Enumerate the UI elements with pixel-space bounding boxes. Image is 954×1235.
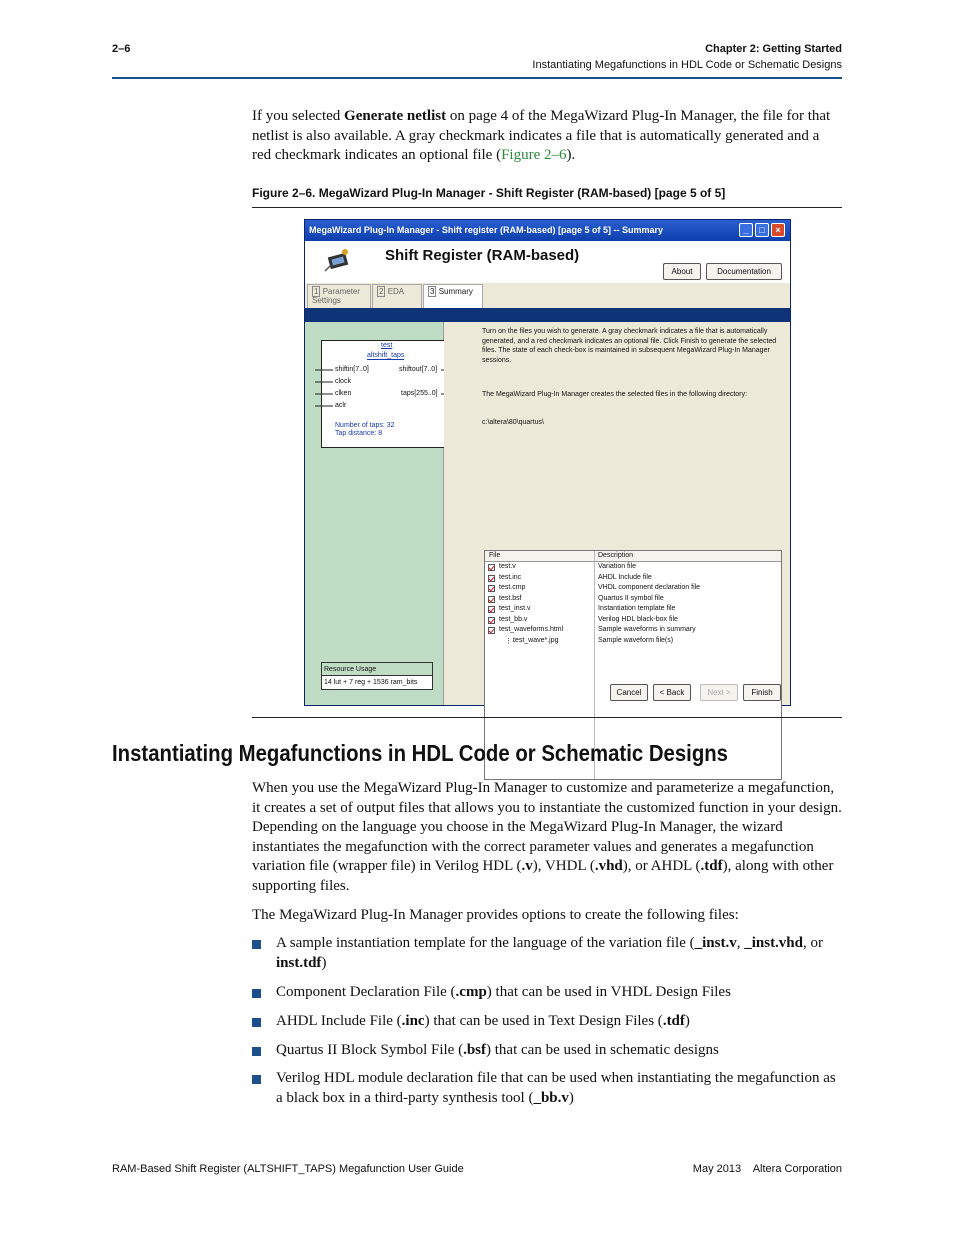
bullet-icon (252, 1018, 261, 1027)
bullet-text: Component Declaration File ( (276, 984, 456, 1000)
file-row[interactable] (485, 595, 781, 605)
bullet-icon (252, 1075, 261, 1084)
file-name: test_bb.v (499, 615, 528, 623)
file-description: Sample waveform file(s) (598, 636, 674, 644)
file-description: Instantiation template file (598, 605, 676, 612)
maximize-icon[interactable]: □ (755, 223, 769, 237)
tab-label: Parameter Settings (312, 287, 361, 305)
body1-text-3: ), or AHDL ( (622, 858, 701, 874)
wizard-logo-icon (323, 247, 353, 273)
file-name: test_inst.v (499, 605, 531, 612)
port-shiftout: shiftout[7..0] (399, 366, 438, 373)
file-description: Sample waveforms in summary (598, 626, 696, 633)
resource-usage-label: Resource Usage (321, 662, 433, 676)
footer-document-title: RAM-Based Shift Register (ALTSHIFT_TAPS) Megafunction User Guide (112, 1163, 464, 1175)
checkbox-icon[interactable] (488, 606, 495, 613)
tab-divider-bar (305, 308, 790, 322)
checkbox-icon[interactable] (488, 585, 495, 592)
bullet-text: AHDL Include File ( (276, 1013, 402, 1029)
bullet-bold: .inc (401, 1013, 425, 1029)
file-name: test_waveforms.html (499, 626, 564, 633)
body-paragraph-1 (252, 779, 842, 896)
file-row[interactable] (485, 605, 781, 615)
bullet-bold: _bb.v (533, 1089, 569, 1106)
title-bar (305, 220, 790, 241)
intro-text-2: on page 4 of the MegaWizard Plug-In Manager, the file for that netlist is also available. A gray checkmark indicates a file that is automatically generated and a red checkmark indicates an optional file ( (252, 108, 831, 163)
wizard-heading: Shift Register (RAM-based) (385, 247, 580, 264)
port-clock: clock (335, 378, 351, 385)
file-row[interactable] (485, 574, 781, 584)
file-name: test.bsf (499, 594, 522, 602)
minimize-icon[interactable]: _ (739, 223, 753, 237)
cancel-button[interactable]: Cancel (610, 684, 648, 701)
intro-paragraph (252, 107, 842, 166)
bullet-icon (252, 1047, 261, 1056)
checkbox-icon[interactable] (488, 596, 495, 603)
creates-text: The MegaWizard Plug-In Manager creates the selected files in the following directory: (482, 391, 747, 398)
header-rule (112, 77, 842, 79)
tab-number: 1 (314, 287, 319, 296)
symbol-module-name: altshift_taps (367, 352, 405, 359)
bullet-item (276, 934, 842, 973)
body1-text-2: ), VHDL ( (532, 858, 595, 874)
block-symbol (321, 340, 461, 452)
figure-caption: Figure 2–6. MegaWizard Plug-In Manager - Shift Register (RAM-based) [page 5 of 5] (252, 186, 726, 200)
symbol-pane (305, 322, 444, 705)
page-number: 2–6 (112, 43, 131, 55)
wizard-banner (305, 241, 790, 283)
body1-text-1: When you use the MegaWizard Plug-In Manager to customize and parameterize a megafunction, it creates a set of output files that allows you to instantiate the customized function in your design. Depending on the language you choose in the MegaWizard Plug-In Manager, the wizard instantiates the megafunction with the correct parameter values and generates a megafunction variation file (wrapper file) in Verilog HDL ( (252, 780, 842, 874)
file-name: test.inc (499, 573, 522, 581)
bullet-bold: inst.tdf (276, 954, 322, 971)
tab-label: EDA (387, 287, 405, 296)
file-row (485, 637, 781, 647)
tab-parameter-settings[interactable] (307, 284, 371, 308)
chapter-title: Chapter 2: Getting Started (705, 43, 842, 55)
bullet-icon (252, 989, 261, 998)
file-name: test.v (499, 563, 516, 570)
file-description: AHDL Include file (598, 573, 652, 581)
bullet-bold: _inst.v (694, 935, 737, 951)
file-description: VHDL component declaration file (598, 584, 701, 591)
tab-bar (305, 283, 790, 309)
port-taps: taps[255..0] (401, 390, 438, 397)
intro-text-3: ). (566, 147, 576, 163)
documentation-button[interactable]: Documentation (706, 263, 782, 280)
bullet-bold: .tdf (662, 1013, 685, 1029)
bullet-text: ) that can be used in schematic designs (486, 1042, 719, 1058)
bullet-item (276, 1069, 842, 1108)
running-section-title: Instantiating Megafunctions in HDL Code or Schematic Designs (532, 59, 842, 71)
checkbox-icon[interactable] (488, 627, 495, 634)
body-paragraph-2: The MegaWizard Plug-In Manager provides options to create the following files: (252, 907, 739, 923)
bullet-text: ) that can be used in Text Design Files ( (424, 1013, 663, 1029)
finish-button[interactable]: Finish (743, 684, 781, 701)
bullet-text: , (736, 935, 745, 951)
bullet-bold: .bsf (463, 1042, 487, 1058)
file-name: test_wave*.jpg (513, 636, 559, 644)
body1-text-4: ), along with other supporting files. (252, 858, 834, 894)
bullet-text: ) (568, 1089, 574, 1106)
window-title: MegaWizard Plug-In Manager - Shift register (RAM-based) [page 5 of 5] -- Summary (309, 225, 663, 235)
file-row[interactable] (485, 563, 781, 573)
resource-usage-value: 14 lut + 7 reg + 1536 ram_bits (321, 676, 433, 690)
file-row[interactable] (485, 616, 781, 626)
tab-number: 2 (379, 287, 384, 296)
bullet-item (276, 1041, 842, 1061)
file-row[interactable] (485, 626, 781, 636)
body1-bold-2: .vhd (594, 858, 623, 874)
about-button[interactable]: About (663, 263, 701, 280)
tab-eda[interactable] (372, 284, 422, 308)
bullet-text: ) that can be used in VHDL Design Files (486, 984, 731, 1000)
megawizard-dialog (304, 219, 791, 706)
intro-bold: Generate netlist (344, 108, 447, 124)
checkbox-icon[interactable] (488, 564, 495, 571)
file-table-header (485, 551, 781, 562)
checkbox-icon[interactable] (488, 617, 495, 624)
output-directory: c:\altera\80\quartus\ (482, 419, 544, 426)
close-icon[interactable]: × (771, 223, 785, 237)
file-description: Verilog HDL black-box file (598, 615, 678, 623)
bullet-text: A sample instantiation template for the language of the variation file ( (276, 935, 695, 951)
back-button[interactable]: < Back (653, 684, 691, 701)
intro-text-1: If you selected (252, 108, 345, 124)
figure-top-rule (252, 207, 842, 208)
bullet-text: Verilog HDL module declaration file that can be used when instantiating the megafunction as a black box in a third-party synthesis tool ( (276, 1070, 836, 1106)
tree-branch-icon: ⋮· (505, 637, 515, 645)
resource-usage (321, 662, 433, 692)
file-name: test.cmp (499, 584, 526, 591)
bullet-item (276, 1012, 842, 1032)
figure-link[interactable]: Figure 2–6 (501, 147, 567, 163)
symbol-instance-name: test (381, 342, 393, 349)
checkbox-icon[interactable] (488, 575, 495, 582)
param-tap-distance: Tap distance: 8 (335, 430, 383, 437)
bullet-bold: _inst.vhd (744, 935, 803, 951)
port-shiftin: shiftin[7..0] (335, 366, 369, 373)
file-row[interactable] (485, 584, 781, 594)
param-num-taps: Number of taps: 32 (335, 422, 395, 429)
footer-date-company: May 2013 Altera Corporation (692, 1163, 842, 1175)
figure-bottom-rule (252, 717, 842, 718)
tab-label: Summary (438, 287, 473, 296)
file-description: Quartus II symbol file (598, 594, 664, 602)
bullet-text: , or (803, 935, 823, 951)
bullet-item (276, 983, 842, 1003)
bullet-text: Quartus II Block Symbol File ( (276, 1042, 464, 1058)
bullet-bold: .cmp (455, 984, 487, 1000)
file-description: Variation file (598, 563, 637, 570)
tab-summary[interactable] (423, 284, 483, 309)
bullet-icon (252, 940, 261, 949)
summary-pane (444, 322, 790, 705)
tab-number: 3 (430, 287, 435, 296)
bullet-text: ) (321, 954, 327, 971)
instructions-text: Turn on the files you wish to generate. A gray checkmark indicates a file that is automatically generated, and a red checkmark indicates an optional file. Click Finish to generate the selected files. The state of each check-box is maintained in subsequent MegaWizard Plug-In Manager sessions. (482, 328, 777, 364)
file-col-header: File (489, 552, 501, 559)
body1-bold-3: .tdf (700, 858, 723, 874)
section-heading: Instantiating Megafunctions in HDL Code or Schematic Designs (112, 740, 729, 766)
port-aclr: aclr (335, 402, 347, 409)
body1-bold-1: .v (521, 858, 533, 874)
bullet-text: ) (684, 1013, 690, 1029)
description-col-header: Description (598, 552, 634, 559)
port-clken: clken (335, 390, 352, 397)
next-button[interactable]: Next > (700, 684, 738, 701)
